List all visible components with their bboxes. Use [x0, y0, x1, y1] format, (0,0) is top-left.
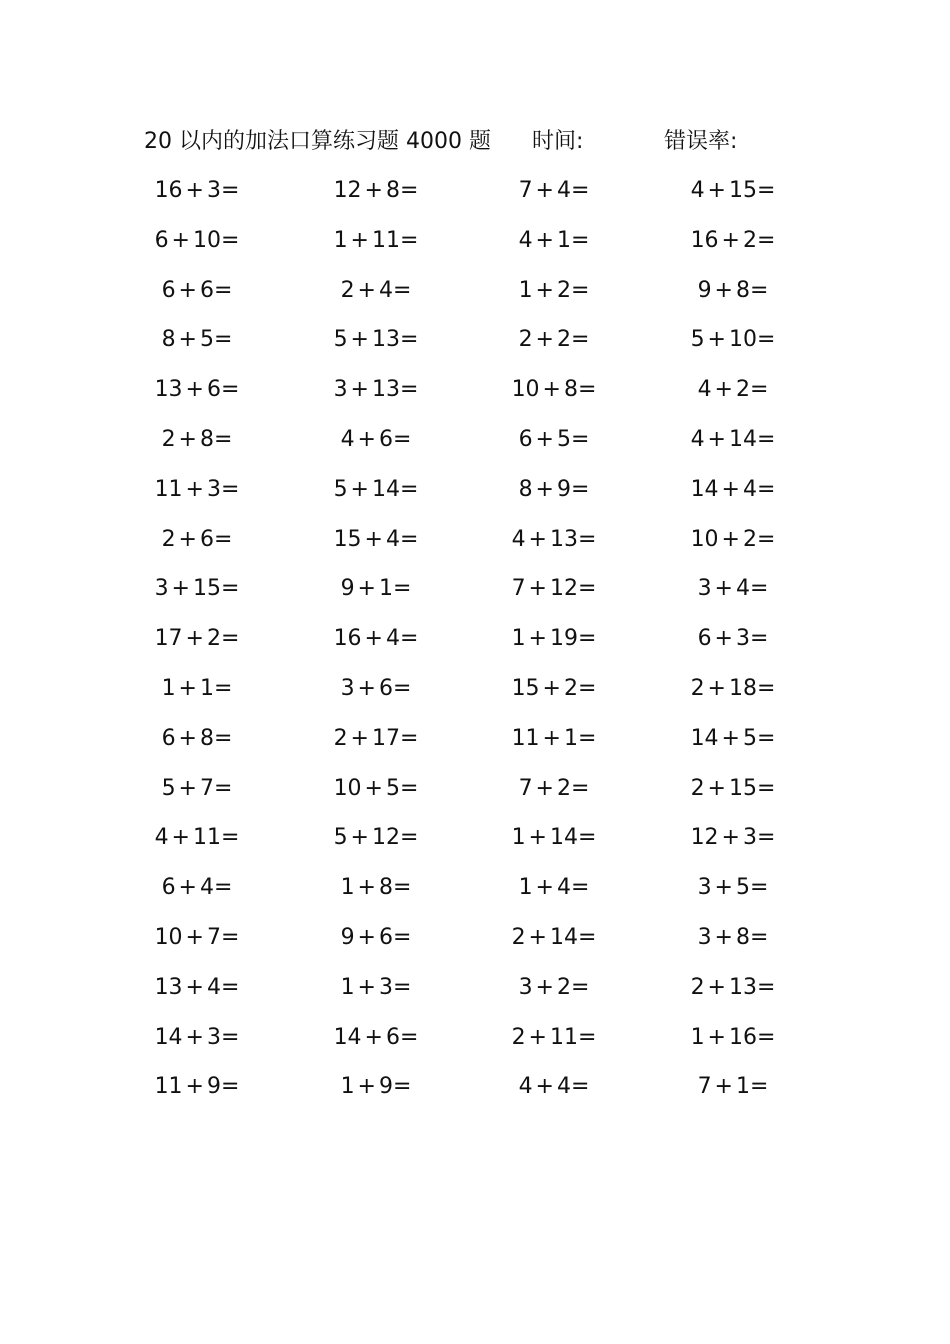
problem-item: 2 + 14= — [511, 924, 597, 950]
problem-row — [0, 515, 950, 565]
problem-item: 12 + 8= — [333, 178, 419, 203]
problem-row — [0, 1013, 950, 1063]
problem-item: 15 + 4= — [333, 526, 419, 552]
problem-item: 1 + 8= — [340, 875, 412, 901]
problem-item: 1 + 14= — [511, 825, 597, 851]
problem-item: 3 + 15= — [154, 576, 240, 602]
problem-item: 3 + 8= — [697, 924, 769, 950]
problem-item: 7 + 2= — [518, 775, 590, 801]
problem-item: 3 + 2= — [518, 974, 590, 1000]
problem-row — [0, 266, 950, 316]
problem-item: 2 + 17= — [333, 725, 419, 751]
problem-row — [0, 614, 950, 664]
problem-item: 10 + 2= — [690, 526, 776, 552]
problem-row — [0, 813, 950, 863]
problem-item: 6 + 4= — [161, 875, 233, 901]
problem-row — [0, 1062, 950, 1112]
problem-item: 3 + 5= — [697, 875, 769, 901]
problem-item: 13 + 6= — [154, 377, 240, 403]
problem-row — [0, 415, 950, 465]
problem-item: 2 + 18= — [690, 675, 776, 701]
problem-item: 2 + 6= — [161, 526, 233, 552]
problem-item: 8 + 9= — [518, 476, 590, 502]
problem-row — [0, 963, 950, 1013]
problem-item: 11 + 9= — [154, 1074, 240, 1100]
error-rate-label: 错误率: — [664, 129, 738, 154]
problem-item: 17 + 2= — [154, 626, 240, 652]
problem-item: 5 + 13= — [333, 327, 419, 353]
problem-row — [0, 465, 950, 515]
problem-item: 4 + 11= — [154, 825, 240, 851]
problem-item: 12 + 3= — [690, 825, 776, 851]
time-label: 时间: — [532, 129, 584, 154]
problem-item: 2 + 15= — [690, 775, 776, 801]
problem-item: 14 + 6= — [333, 1024, 419, 1050]
problem-row — [0, 315, 950, 365]
problem-item: 1 + 9= — [340, 1074, 412, 1100]
problem-item: 4 + 15= — [690, 178, 776, 203]
problem-item: 6 + 6= — [161, 277, 233, 303]
problem-row — [0, 166, 950, 216]
problem-item: 8 + 5= — [161, 327, 233, 353]
problem-item: 4 + 14= — [690, 426, 776, 452]
problem-item: 4 + 2= — [697, 377, 769, 403]
problem-row — [0, 913, 950, 963]
problem-item: 9 + 8= — [697, 277, 769, 303]
problem-item: 2 + 13= — [690, 974, 776, 1000]
problem-item: 4 + 1= — [518, 227, 590, 253]
problem-item: 6 + 3= — [697, 626, 769, 652]
problem-item: 16 + 4= — [333, 626, 419, 652]
problem-item: 1 + 19= — [511, 626, 597, 652]
problem-item: 6 + 5= — [518, 426, 590, 452]
problem-item: 13 + 4= — [154, 974, 240, 1000]
problem-item: 14 + 4= — [690, 476, 776, 502]
problem-item: 7 + 1= — [697, 1074, 769, 1100]
problem-row — [0, 365, 950, 415]
problem-item: 10 + 8= — [511, 377, 597, 403]
problem-item: 9 + 6= — [340, 924, 412, 950]
problem-item: 11 + 1= — [511, 725, 597, 751]
problem-item: 4 + 13= — [511, 526, 597, 552]
problem-item: 1 + 16= — [690, 1024, 776, 1050]
problem-item: 2 + 8= — [161, 426, 233, 452]
problem-row — [0, 863, 950, 913]
problem-item: 1 + 1= — [161, 675, 233, 701]
problem-item: 6 + 10= — [154, 227, 240, 253]
worksheet-header — [0, 124, 950, 160]
problem-grid — [0, 166, 950, 1112]
problem-item: 4 + 6= — [340, 426, 412, 452]
problem-item: 1 + 3= — [340, 974, 412, 1000]
problem-item: 3 + 13= — [333, 377, 419, 403]
problem-item: 2 + 2= — [518, 327, 590, 353]
problem-row — [0, 664, 950, 714]
problem-item: 10 + 7= — [154, 924, 240, 950]
problem-item: 9 + 1= — [340, 576, 412, 602]
problem-item: 5 + 12= — [333, 825, 419, 851]
problem-item: 14 + 5= — [690, 725, 776, 751]
problem-item: 1 + 2= — [518, 277, 590, 303]
worksheet-title: 20 以内的加法口算练习题 4000 题 — [144, 129, 491, 154]
problem-item: 1 + 4= — [518, 875, 590, 901]
problem-item: 1 + 11= — [333, 227, 419, 253]
problem-item: 11 + 3= — [154, 476, 240, 502]
problem-item: 5 + 14= — [333, 476, 419, 502]
problem-item: 3 + 4= — [697, 576, 769, 602]
problem-item: 2 + 4= — [340, 277, 412, 303]
problem-item: 14 + 3= — [154, 1024, 240, 1050]
problem-item: 16 + 3= — [154, 178, 240, 203]
problem-item: 2 + 11= — [511, 1024, 597, 1050]
problem-item: 4 + 4= — [518, 1074, 590, 1100]
problem-row — [0, 714, 950, 764]
problem-item: 16 + 2= — [690, 227, 776, 253]
problem-item: 5 + 10= — [690, 327, 776, 353]
problem-item: 5 + 7= — [161, 775, 233, 801]
problem-item: 7 + 12= — [511, 576, 597, 602]
problem-row — [0, 216, 950, 266]
problem-item: 15 + 2= — [511, 675, 597, 701]
problem-item: 6 + 8= — [161, 725, 233, 751]
problem-row — [0, 564, 950, 614]
problem-item: 7 + 4= — [518, 178, 590, 203]
problem-item: 10 + 5= — [333, 775, 419, 801]
problem-row — [0, 764, 950, 814]
problem-item: 3 + 6= — [340, 675, 412, 701]
